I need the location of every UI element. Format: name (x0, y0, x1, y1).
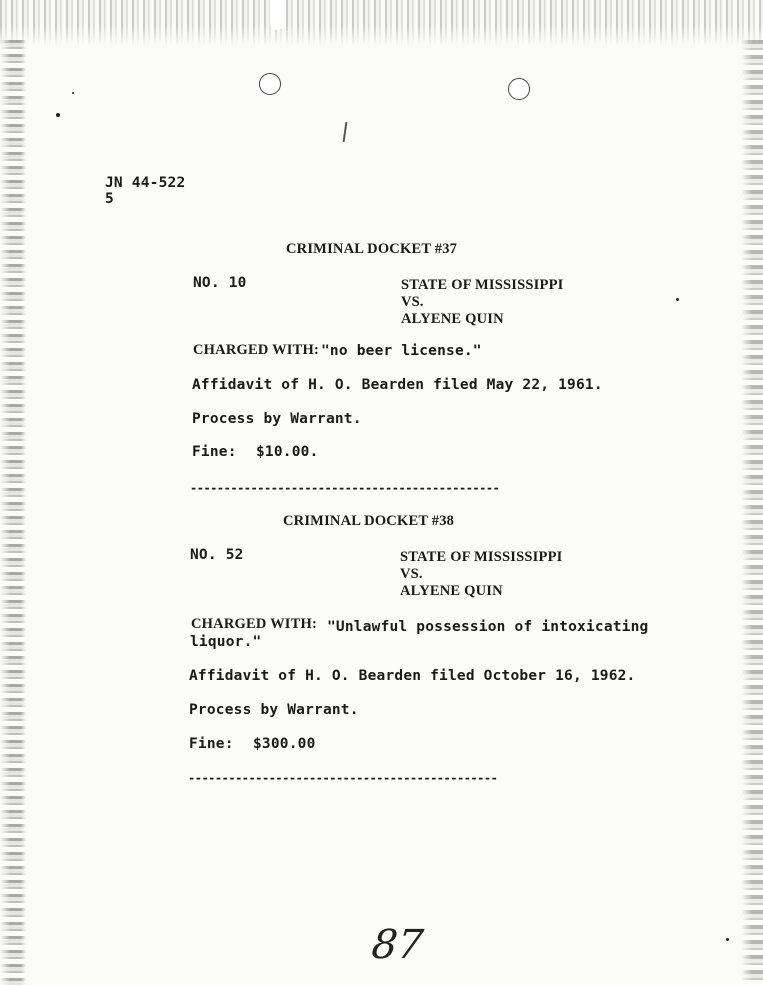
case-versus: VS. (400, 566, 423, 582)
fine-value: $300.00 (253, 736, 316, 752)
docket-title: CRIMINAL DOCKET #37 (286, 241, 458, 257)
process-line: Process by Warrant. (189, 702, 359, 718)
scan-right-edge (741, 40, 763, 985)
case-party-defendant: ALYENE QUIN (401, 311, 504, 327)
affidavit-line: Affidavit of H. O. Bearden filed May 22, 1961. (192, 377, 603, 393)
scan-top-notch (270, 0, 284, 30)
charged-label: CHARGED WITH: (193, 342, 319, 358)
case-versus: VS. (401, 294, 424, 310)
case-party-state: STATE OF MISSISSIPPI (400, 549, 563, 565)
punch-hole-left (259, 73, 281, 95)
charged-text: "no beer license." (321, 343, 482, 359)
case-party-defendant: ALYENE QUIN (400, 583, 503, 599)
charged-text: "Unlawful possession of intoxicating (327, 619, 649, 635)
speck (726, 938, 729, 941)
process-line: Process by Warrant. (192, 411, 362, 427)
file-sub-number: 5 (105, 191, 114, 207)
speck (56, 113, 60, 117)
fine-value: $10.00. (256, 444, 319, 460)
separator-line: ---------------------------------------------- (190, 481, 500, 495)
affidavit-line: Affidavit of H. O. Bearden filed October 16, 1962. (189, 668, 636, 684)
docket-number: NO. 10 (193, 275, 247, 291)
speck (72, 92, 74, 94)
docket-number: NO. 52 (190, 547, 244, 563)
speck (676, 298, 679, 301)
punch-hole-right (508, 78, 530, 100)
charged-text-continued: liquor." (190, 634, 262, 650)
fine-label: Fine: (192, 444, 237, 460)
handwritten-page-number: 87 (369, 922, 426, 968)
separator-line: ---------------------------------------------- (188, 771, 498, 785)
scan-top-edge (0, 0, 763, 46)
fine-label: Fine: (189, 736, 234, 752)
file-reference: JN 44-522 (105, 175, 186, 191)
case-party-state: STATE OF MISSISSIPPI (401, 277, 564, 293)
docket-title: CRIMINAL DOCKET #38 (283, 513, 455, 529)
charged-label: CHARGED WITH: (191, 616, 317, 632)
pencil-mark (343, 122, 348, 142)
scan-left-edge (0, 40, 26, 985)
